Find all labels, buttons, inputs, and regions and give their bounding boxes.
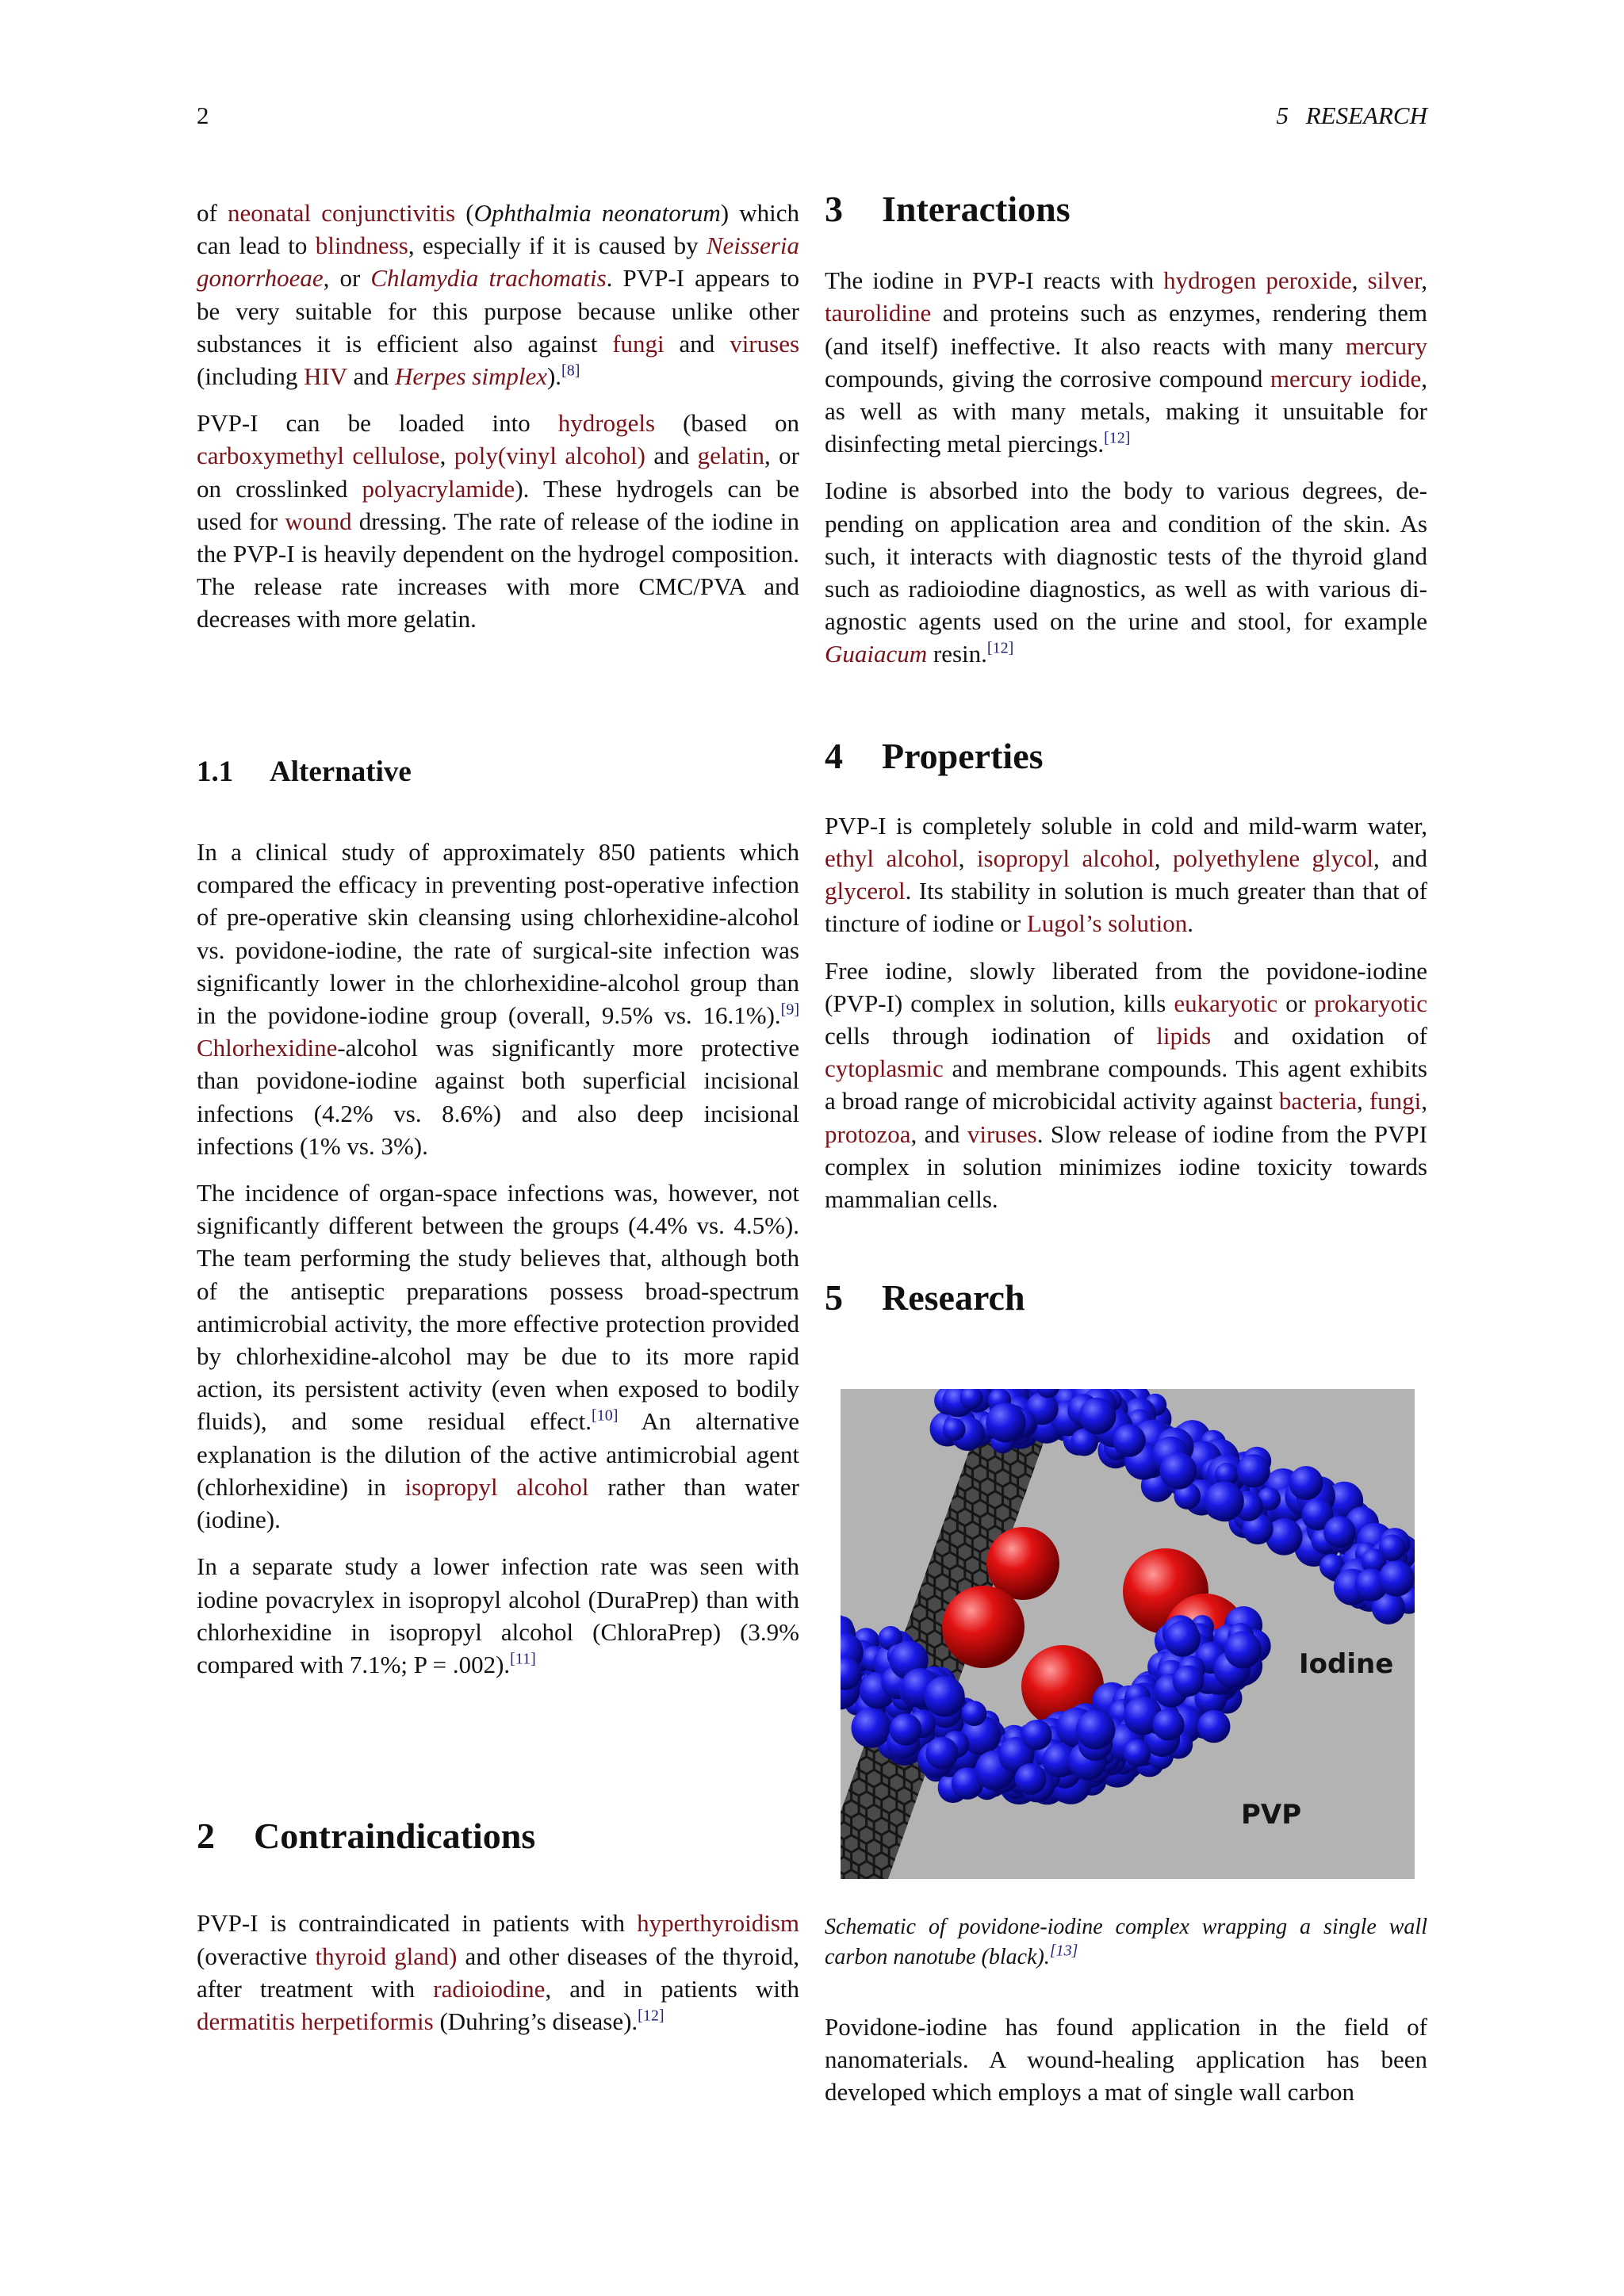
paragraph: Iodine is absorbed into the body to various degrees, depending on application area and condition of the skin. As such, it interacts with diagnostic tests of the thyroid gland such as radioiodine diagnostics, as well as with various diagnostic agents used on the urine and stool, for example Guaiacum resin.[12] (825, 476, 1427, 668)
link-glycerol[interactable]: glycerol (825, 877, 906, 905)
link-polyethylene-glycol[interactable]: polyethylene glycol (1172, 844, 1374, 873)
label-pvp: PVP (1241, 1799, 1302, 1831)
link-gelatin[interactable]: gelatin (697, 442, 764, 470)
molecule-sphere (1237, 1454, 1270, 1487)
molecule-sphere (1152, 1709, 1184, 1740)
running-section-title: 5 RESEARCH (1276, 101, 1427, 129)
link-guaiacum[interactable]: Guaiacum (825, 640, 928, 668)
link-polyacrylamide[interactable]: polyacrylamide (362, 474, 515, 503)
link-prokaryotic[interactable]: prokaryotic (1314, 989, 1427, 1017)
link-carboxymethyl-cellulose[interactable]: carboxymethyl cellulose (197, 442, 440, 470)
molecule-sphere (1224, 1631, 1262, 1668)
left-column (197, 197, 799, 2049)
link-cytoplasmic[interactable]: cytoplasmic (825, 1054, 944, 1083)
citation[interactable]: [10] (592, 1407, 619, 1425)
molecule-sphere (1323, 1516, 1355, 1548)
link-hiv[interactable]: HIV (304, 362, 347, 391)
paragraph: Povidone-iodine has found application in the field of nanomaterials. A wound-healing application has been developed which employs a mat of single wall carbon (825, 2013, 1427, 2107)
molecule-sphere (1160, 1452, 1197, 1490)
paragraph: PVP-I can be loaded into hydrogels (based on carboxymethyl cellulose, poly(vinyl alcohol) and gelatin, or on crosslinked polyacrylamide). These hydrogels can be used for wound dressing. The rate of release of the iodine in the PVP-I is heavily dependent on the hydrogel composition. The release rate increases with more CMC/PVA and decreases with more gelatin. (197, 409, 800, 633)
running-header (197, 101, 1427, 133)
link-hydrogen-peroxide[interactable]: hydrogen peroxide (1163, 266, 1352, 295)
link-isopropyl-alcohol[interactable]: isopropyl alcohol (404, 1472, 589, 1501)
link-mercury[interactable]: mercury (1345, 331, 1427, 360)
paragraph: In a separate study a lower infection rate was seen with iodine povacrylex in isopropyl alcohol (DuraPrep) than with chlorhexidine in isopropyl alcohol (ChloraPrep) (3.9% compared with 7.1%; P = .002).[11] (197, 1552, 799, 1678)
link-herpes-simplex[interactable]: Herpes simplex (394, 362, 547, 391)
section-heading-contraindications: 2 Contraindications (197, 1816, 536, 1857)
molecule-sphere (890, 1713, 922, 1746)
molecule-sphere (1378, 1561, 1414, 1597)
link-dermatitis-herpetiformis[interactable]: dermatitis herpetiformis (197, 2007, 434, 2035)
paragraph: The incidence of organ-space infections was, however, not significantly different between the groups (4.4% vs. 4.5%). The team performing the study believes that, although both of the antiseptic preparations possess broad-spectrum antimicrobial activity, the more effective protection provided by chlorhexidine-alcohol may be due to its more rapid action, its persistent activity (even when exposed to bodily fluids), and some residual effect.[10] An alternative explanation is the dilution of the active antimicrobial agent (chlorhexidine) in isopropyl alcohol rather than water (iodine). (197, 1179, 799, 1534)
link-taurolidine[interactable]: taurolidine (825, 299, 932, 327)
link-lipids[interactable]: lipids (1156, 1022, 1212, 1050)
right-column (825, 187, 1427, 1319)
citation[interactable]: [12] (986, 640, 1014, 658)
molecule-sphere (1076, 1710, 1116, 1750)
link-fungi[interactable]: fungi (1369, 1087, 1422, 1115)
molecule-sphere (1205, 1482, 1244, 1521)
link-radioiodine[interactable]: radioiodine (433, 1974, 546, 2003)
link-bacteria[interactable]: bacteria (1278, 1087, 1357, 1115)
link-fungi[interactable]: fungi (612, 329, 665, 358)
label-iodine: Iodine (1299, 1648, 1394, 1680)
molecule-sphere (924, 1676, 964, 1716)
paragraph: PVP-I is contraindicated in patients with hyperthyroidism (overactive thyroid gland) and other diseases of the thyroid, after treatment with radioiodine, and in patients with dermatitis herpetiformis (Duhring’s disease).[12] (197, 1909, 799, 2035)
molecule-sphere (1015, 1763, 1047, 1795)
link-neisseria-gonorrhoeae[interactable]: Neisseria gonorrhoeae (197, 232, 799, 293)
citation[interactable]: [12] (1104, 429, 1131, 447)
link-mercury-iodide[interactable]: mercury iodide (1270, 364, 1422, 392)
paragraph: In a clinical study of approximately 850 patients which compared the efficacy in preventing post-operative infection of pre-operative skin cleansing using chlorhexidine-alcohol vs. povidone-iodine, the rate of surgical-site infection was significantly lower in the chlorhexidine-alcohol group than in the povidone-iodine group (overall, 9.5% vs. 16.1%).[9] Chlorhexidine-alcohol was significantly more protective than povidone-iodine against both superficial incisional infections (4.2% vs. 8.6%) and also deep incisional infections (1% vs. 3%). (197, 838, 799, 1160)
molecule-sphere (1289, 1466, 1323, 1500)
citation[interactable]: [8] (561, 362, 580, 380)
paragraph: of neonatal conjunctivitis (Ophthalmia neonatorum) which can lead to blindness, especially if it is caused by Neisseria gonorrhoeae, or Chlamydia trachomatis. PVP-I appears to be very suitable for this purpose because unlike other substances it is efficient also against fungi and viruses (including HIV and Herpes simplex).[8] (197, 199, 800, 391)
molecule-sphere (1124, 1739, 1151, 1766)
page-number: 2 (197, 101, 209, 129)
citation[interactable]: [9] (780, 1001, 799, 1019)
section-heading-research: 5 Research (825, 1277, 1025, 1318)
paragraph: Free iodine, slowly liberated from the povidone-iodine (PVP-I) complex in solution, kills eukaryotic or prokaryotic cells through iodination of lipids and oxidation of cytoplasmic and membrane compounds. This agent exhibits a broad range of microbicidal activity against bacteria, fungi, protozoa, and viruses. Slow release of iodine from the PVPI complex in solution minimizes iodine toxicity towards mammalian cells. (825, 956, 1428, 1214)
molecule-sphere (1113, 1424, 1145, 1456)
section-heading-alternative: 1.1 Alternative (197, 755, 412, 788)
molecule-sphere (1165, 1621, 1201, 1656)
molecule-sphere (852, 1708, 892, 1748)
right-column-continued (825, 2011, 1427, 2120)
molecule-sphere (1079, 1398, 1116, 1434)
paragraph: PVP-I is completely soluble in cold and mild-warm water, ethyl alcohol, isopropyl alcohol, polyethylene glycol, and glycerol. Its stability in solution is much greater than that of tincture of iodine or Lugol’s solution. (825, 811, 1428, 938)
link-neonatal-conjunctivitis[interactable]: neonatal conjunctivitis (228, 199, 456, 227)
link-polyvinyl-alcohol[interactable]: poly(vinyl alcohol) (454, 442, 645, 470)
link-thyroid-gland[interactable]: thyroid gland) (315, 1942, 458, 1970)
molecule-sphere (986, 1402, 1025, 1442)
link-ethyl-alcohol[interactable]: ethyl alcohol (825, 844, 959, 873)
link-eukaryotic[interactable]: eukaryotic (1174, 989, 1278, 1017)
citation[interactable]: [11] (510, 1650, 536, 1668)
molecule-sphere (943, 1418, 966, 1441)
nanotube-illustration (841, 1389, 1415, 1879)
citation[interactable]: [13] (1049, 1942, 1078, 1960)
molecule-sphere (1173, 1666, 1204, 1697)
figure-povidone-iodine-nanotube (841, 1389, 1415, 1879)
link-lugols-solution[interactable]: Lugol’s solution (1026, 909, 1188, 938)
paragraph: The iodine in PVP-I reacts with hydrogen peroxide, silver, taurolidine and proteins such as enzymes, rendering them (and itself) ineffective. It also reacts with many mercury compounds, giving the corrosive compound mercury iodide, as well as with many metals, making it unsuitable for disinfecting metal piercings.[12] (825, 266, 1427, 458)
link-hyperthyroidism[interactable]: hyperthyroidism (637, 1909, 799, 1938)
molecule-sphere (1021, 1720, 1051, 1750)
molecule-sphere (925, 1737, 958, 1770)
molecule-sphere (1197, 1710, 1230, 1743)
link-chlorhexidine[interactable]: Chlorhexidine (197, 1034, 338, 1062)
link-hydrogels[interactable]: hydrogels (557, 409, 656, 438)
link-isopropyl-alcohol[interactable]: isopropyl alcohol (976, 844, 1155, 873)
section-heading-properties: 4 Properties (825, 735, 1044, 776)
iodine-atom (942, 1586, 1025, 1668)
link-chlamydia-trachomatis[interactable]: Chlamydia trachomatis (370, 264, 607, 293)
link-viruses[interactable]: viruses (730, 329, 800, 358)
link-viruses[interactable]: viruses (967, 1119, 1037, 1148)
molecule-sphere (962, 1701, 987, 1726)
citation[interactable]: [12] (638, 2007, 665, 2025)
link-silver[interactable]: silver (1367, 266, 1422, 295)
link-wound[interactable]: wound (285, 507, 352, 535)
link-protozoa[interactable]: protozoa (825, 1119, 911, 1148)
section-heading-interactions: 3 Interactions (825, 189, 1071, 229)
figure-caption: Schematic of povidone-iodine complex wrapping a single wall carbon nanotube (black).[13] (825, 1915, 1427, 1969)
link-blindness[interactable]: blindness (315, 232, 408, 260)
